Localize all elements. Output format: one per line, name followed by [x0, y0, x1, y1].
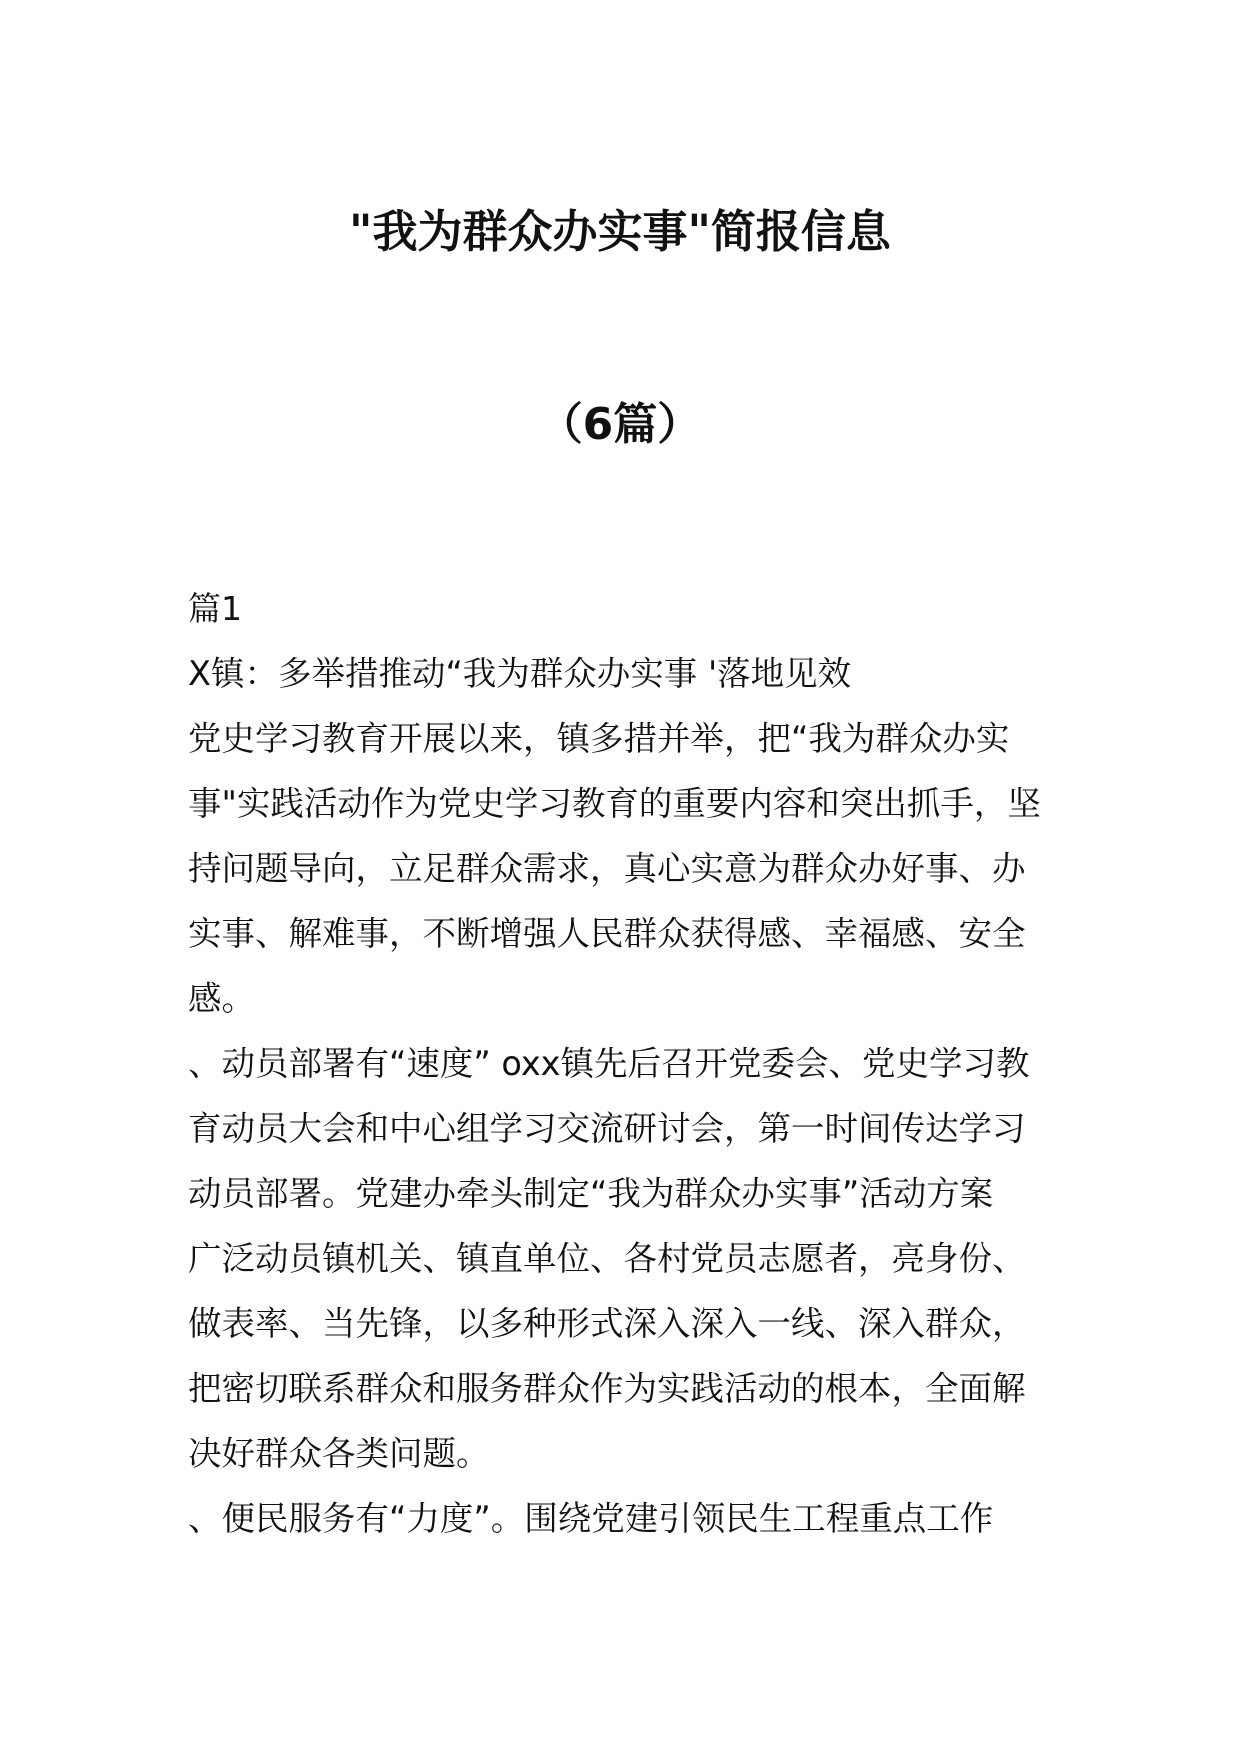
paragraph-line: 育动员大会和中心组学习交流研讨会，第一时间传达学习: [188, 1109, 1026, 1148]
document-title: "我为群众办实事"简报信息: [349, 205, 891, 258]
paragraph-line: 、便民服务有“力度”。围绕党建引领民生工程重点工作: [188, 1499, 994, 1538]
section-heading: 篇1: [188, 589, 242, 628]
paragraph-line: 广泛动员镇机关、镇直单位、各村党员志愿者，亮身份、: [188, 1239, 1026, 1278]
paragraph-line: 事"实践活动作为党史学习教育的重要内容和突出抓手，坚: [188, 784, 1041, 823]
paragraph-line: 持问题导向，立足群众需求，真心实意为群众办好事、办: [188, 849, 1026, 888]
paragraph-line: 、动员部署有“速度” oxx镇先后召开党委会、党史学习教: [188, 1044, 1030, 1083]
article-heading: X镇：多举措推动“我为群众办实事 '落地见效: [188, 654, 852, 693]
document-subtitle: （6篇）: [538, 399, 702, 450]
paragraph-line: 动员部署。党建办牵头制定“我为群众办实事”活动方案: [188, 1174, 994, 1213]
paragraph-line: 实事、解难事，不断增强人民群众获得感、幸福感、安全: [188, 914, 1026, 953]
paragraph-line: 做表率、当先锋，以多种形式深入深入一线、深入群众，: [188, 1304, 1026, 1343]
paragraph-line: 感。: [188, 979, 255, 1018]
document-body: [188, 576, 1058, 1551]
paragraph-line: 决好群众各类问题。: [188, 1434, 490, 1473]
paragraph-line: 把密切联系群众和服务群众作为实践活动的根本，全面解: [188, 1369, 1026, 1408]
paragraph-line: 党史学习教育开展以来，镇多措并举，把“我为群众办实: [188, 719, 1010, 758]
